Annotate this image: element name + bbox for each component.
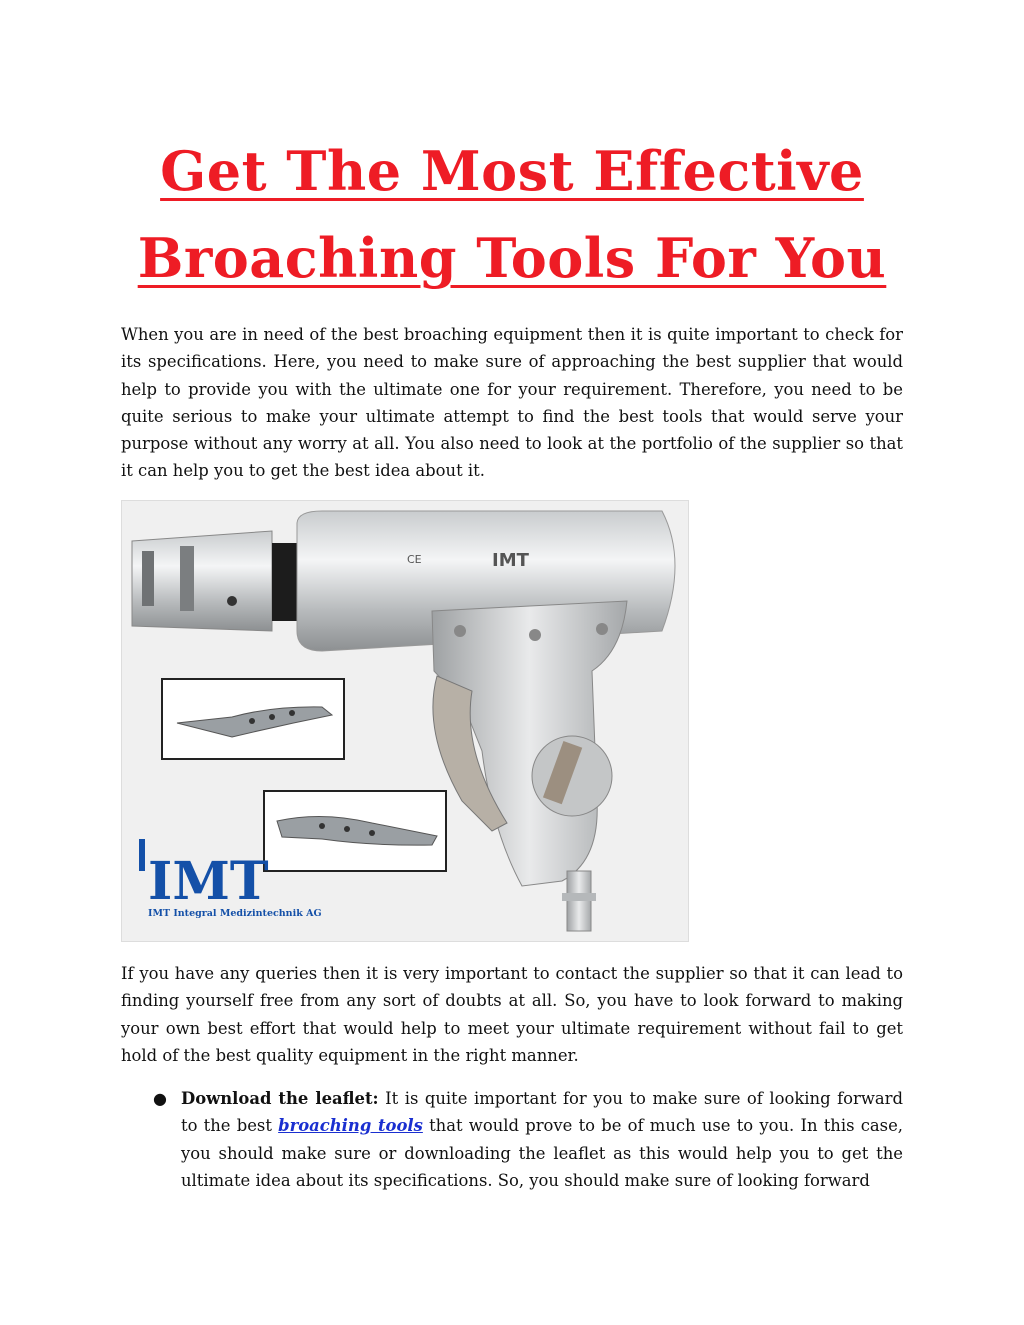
company-name: IMT Integral Medizintechnik AG xyxy=(148,908,322,919)
intro-paragraph: When you are in need of the best broaching equipment then it is quite important to check for its specifications. Here, you need to make sure of approaching the best supplier that would help to provide you with the ultimate one for your requirement. Therefore, you need to be quite serious to make your ultimate attempt to find the best tools that would serve your purpose without any worry at all. You also need to look at the portfolio of the supplier so that it can help you to get the best idea about it. xyxy=(121,325,903,481)
bullet-list xyxy=(121,1085,903,1194)
queries-paragraph: If you have any queries then it is very important to contact the supplier so that it can lead to finding yourself free from any sort of doubts at all. So, you have to look forward to making your own best effort that would help to meet your ultimate requirement without fail to get hold of the best quality equipment in the right manner. xyxy=(121,964,903,1065)
imt-logo: IMT xyxy=(148,851,269,912)
bullet-text-after: that would prove to be of much use to you. In this case, you should make sure or downloading the leaflet as this would help you to get the ultimate idea about its specifications. So, you should make sure of looking forward xyxy=(181,1116,903,1190)
bullet-lead: Download the leaflet: xyxy=(181,1089,379,1108)
device-brand-label: IMT xyxy=(492,550,529,571)
bullet-text-before: It is quite important for you to make sure of looking forward to the best xyxy=(181,1089,904,1136)
ce-mark: CE xyxy=(407,553,422,566)
product-image xyxy=(121,500,689,942)
bullet-icon: ● xyxy=(153,1089,167,1108)
page-title: Get The Most Effective Broaching Tools For You xyxy=(137,139,887,290)
broaching-tools-link[interactable]: broaching tools xyxy=(278,1116,423,1136)
list-item xyxy=(121,1085,903,1194)
